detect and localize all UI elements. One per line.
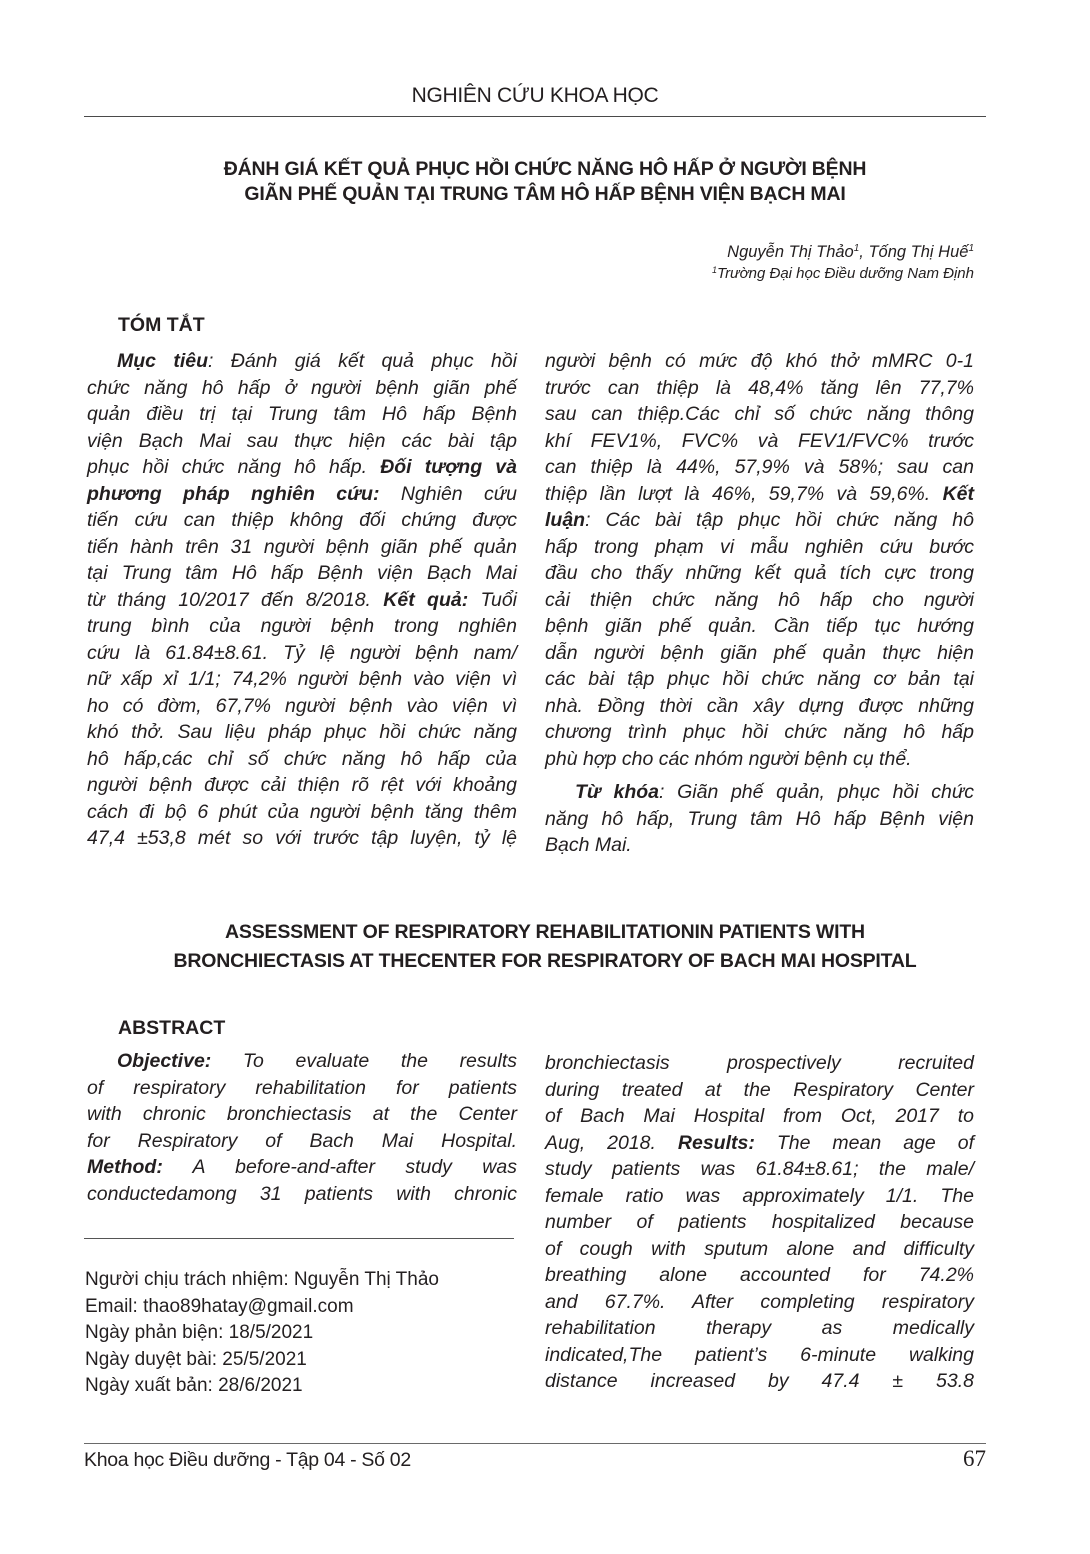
text-line — [87, 454, 517, 481]
bold-label: Results: — [677, 1131, 755, 1154]
line-text: tại Trung tâm Hô hấp Bệnh viện Bạch Mai — [87, 562, 517, 584]
text-line — [545, 1289, 974, 1316]
line-text: hấp trong phạm vi mẫu nghiên cứu bước — [545, 535, 974, 558]
line-text: To evaluate the results — [211, 1050, 517, 1072]
text-line — [545, 693, 974, 720]
abstract-heading: ABSTRACT — [118, 1017, 226, 1039]
text-line — [87, 481, 517, 508]
text-line — [87, 560, 517, 587]
text-line — [545, 560, 974, 587]
author-name: Tống Thị Huế — [868, 243, 969, 261]
text-line — [545, 1315, 974, 1342]
line-text: study patients was 61.84±8.61; the male/ — [545, 1158, 974, 1180]
correspondence-email: Email: thao89hatay@gmail.com — [85, 1295, 354, 1317]
text-line — [545, 428, 974, 455]
bold-label: Từ khóa — [575, 781, 660, 803]
text-line — [87, 799, 517, 826]
text-line — [87, 666, 517, 693]
correspondence-block — [85, 1267, 439, 1400]
line-text: bronchiectasis prospectively recruited — [545, 1052, 974, 1074]
text-line — [87, 1101, 517, 1128]
line-text: tiến cứu can thiệp không đối chứng được — [87, 509, 517, 531]
text-line — [545, 832, 974, 859]
line-text: of respiratory rehabilitation for patients — [87, 1076, 517, 1099]
line-text: female ratio was approximately 1/1. The — [545, 1184, 974, 1207]
text-line — [87, 1128, 517, 1155]
summary-heading: TÓM TẮT — [118, 314, 205, 336]
text-line — [545, 1209, 974, 1236]
running-head: NGHIÊN CỨU KHOA HỌC — [411, 84, 659, 107]
line-text: hô hấp,các chỉ số chức năng hô hấp của — [87, 747, 517, 770]
line-text: distance increased by 47.4 ± 53.8 — [545, 1370, 974, 1392]
bold-label: Method: — [87, 1156, 163, 1178]
footnote-rule — [84, 1238, 514, 1239]
text-line — [87, 693, 517, 720]
text-line — [545, 719, 974, 746]
title-line: GIÃN PHẾ QUẢN TẠI TRUNG TÂM HÔ HẤP BỆNH VIỆN BẠCH MAI — [244, 183, 846, 205]
text-line — [545, 375, 974, 402]
line-text: cải thiện chức năng hô hấp cho người — [545, 588, 974, 611]
author-name: Nguyễn Thị Thảo — [727, 243, 854, 261]
line-text: : Giãn phế quản, phục hồi chức — [659, 781, 974, 803]
journal-info: Khoa học Điều dưỡng - Tập 04 - Số 02 — [84, 1449, 411, 1471]
line-text: Tuổi — [468, 588, 517, 611]
author-affil-sup: 1 — [968, 243, 974, 254]
line-text: breathing alone accounted for 74.2% — [545, 1264, 974, 1286]
text-line — [87, 640, 517, 667]
line-text: tiến hành trên 31 người bệnh giãn phế quản — [87, 535, 517, 558]
line-text: năng hô hấp, Trung tâm Hô hấp Bệnh viện — [545, 807, 974, 830]
line-text: từ tháng 10/2017 đến 8/2018. — [87, 588, 384, 611]
text-line — [545, 1130, 974, 1157]
line-text: nữ xấp xỉ 1/1; 74,2% người bệnh vào viện vì — [87, 668, 517, 690]
author-affil-sup: 1 — [853, 243, 860, 254]
text-line — [545, 1262, 974, 1289]
line-text: : Các bài tập phục hồi chức năng hô — [585, 509, 974, 531]
text-line — [87, 772, 517, 799]
line-text: for Respiratory of Bach Mai Hospital. — [87, 1129, 517, 1152]
line-text: nhà. Đồng thời cần xây dựng được những — [545, 694, 974, 717]
line-text: người bệnh có mức độ khó thở mMRC 0-1 — [545, 350, 974, 372]
text-line — [545, 587, 974, 614]
text-line — [545, 481, 974, 508]
line-text: Nghiên cứu — [379, 482, 517, 505]
bold-label: luận — [545, 509, 586, 531]
review-date: Ngày phản biện: 18/5/2021 — [85, 1322, 314, 1343]
page-number: 67 — [963, 1446, 986, 1471]
line-text: sau can thiệp.Các chỉ số chức năng thông — [545, 403, 974, 425]
line-text: A before-and-after study was — [162, 1156, 517, 1178]
text-line — [545, 1342, 974, 1369]
article-title-vi — [0, 157, 1090, 207]
text-line — [87, 1181, 517, 1208]
line-text: trước can thiệp là 48,4% tăng lên 77,7% — [545, 376, 974, 399]
line-text: chương trình phục hồi chức năng hô hấp — [545, 721, 974, 743]
affiliation — [712, 265, 974, 282]
line-text: thiệp lần lượt là 46%, 59,7% và 59,6%. — [545, 482, 943, 505]
text-line — [87, 428, 517, 455]
bold-label: Đối tượng và — [380, 456, 517, 478]
line-text: can thiệp là 44%, 57,9% và 58%; sau can — [545, 456, 974, 478]
title-line: ĐÁNH GIÁ KẾT QUẢ PHỤC HỒI CHỨC NĂNG HÔ HẤP Ở NGƯỜI BỆNH — [223, 158, 867, 180]
text-line — [87, 719, 517, 746]
bold-label: Objective: — [117, 1050, 212, 1072]
text-line — [545, 1368, 974, 1395]
text-line — [545, 1077, 974, 1104]
text-line — [545, 1236, 974, 1263]
text-line — [87, 348, 517, 375]
header-rule — [84, 116, 986, 117]
keywords — [545, 779, 974, 859]
article-title-en — [0, 918, 1090, 976]
line-text: : Đánh giá kết quả phục hồi — [208, 350, 517, 372]
text-line — [545, 1050, 974, 1077]
line-text: number of patients hospitalized because — [545, 1211, 974, 1233]
line-text: rehabilitation therapy as medically — [545, 1317, 974, 1339]
text-line — [545, 507, 974, 534]
line-text: cách đi bộ 6 phút của người bệnh tăng thêm — [87, 800, 517, 823]
text-line — [545, 1156, 974, 1183]
line-text: khó thở. Sau liệu pháp phục hồi chức năng — [87, 721, 517, 743]
line-text: cứu là 61.84±8.61. Tỷ lệ người bệnh nam/ — [87, 641, 517, 664]
summary-right-column — [545, 348, 974, 772]
text-line — [545, 454, 974, 481]
text-line — [545, 613, 974, 640]
line-text: bệnh giãn phế quản. Cần tiếp tục hướng — [545, 615, 974, 637]
text-line — [545, 806, 974, 833]
text-line — [87, 401, 517, 428]
line-text: of cough with sputum alone and difficulty — [545, 1237, 974, 1260]
author-separator: , — [859, 243, 869, 261]
text-line — [545, 640, 974, 667]
line-text: khí FEV1%, FVC% và FEV1/FVC% trước — [545, 429, 974, 452]
line-text: ho có đờm, 67,7% người bệnh vào viện vì — [87, 694, 517, 717]
line-text: phục hồi chức năng hô hấp. — [87, 456, 381, 478]
affiliation-sup: 1 — [712, 265, 718, 275]
text-line — [87, 507, 517, 534]
line-text: 47,4 ±53,8 mét so với trước tập luyện, tỷ lệ — [87, 827, 517, 849]
line-text: conductedamong 31 patients with chronic — [87, 1182, 517, 1205]
affiliation-name: Trường Đại học Điều dưỡng Nam Định — [717, 265, 974, 282]
bold-label: Kết — [942, 482, 974, 505]
text-line — [545, 401, 974, 428]
line-text: with chronic bronchiectasis at the Center — [87, 1103, 517, 1125]
text-line — [545, 666, 974, 693]
footer-rule — [84, 1443, 986, 1444]
text-line — [87, 825, 517, 852]
text-line — [87, 1048, 517, 1075]
line-text: các bài tập phục hồi chức năng cơ bản tại — [545, 668, 974, 690]
line-text: chức năng hô hấp ở người bệnh giãn phế — [87, 376, 517, 399]
text-line — [87, 613, 517, 640]
line-text: phù hợp cho các nhóm người bệnh cụ thể. — [545, 747, 912, 770]
publication-date: Ngày xuất bản: 28/6/2021 — [85, 1375, 303, 1396]
line-text: The mean age of — [754, 1131, 974, 1154]
text-line — [87, 375, 517, 402]
line-text: dẫn người bệnh giãn phế quản thực hiện — [545, 641, 974, 664]
line-text: indicated,The patient’s 6-minute walking — [545, 1343, 974, 1366]
authors — [727, 238, 974, 263]
text-line — [545, 1183, 974, 1210]
bold-label: Kết quả: — [383, 588, 469, 611]
text-line — [87, 746, 517, 773]
line-text: người bệnh được cải thiện rõ rệt với khoảng — [87, 774, 517, 796]
text-line — [87, 1075, 517, 1102]
line-text: during treated at the Respiratory Center — [545, 1078, 974, 1101]
abstract-left-column — [87, 1048, 517, 1207]
text-line — [87, 587, 517, 614]
approval-date: Ngày duyệt bài: 25/5/2021 — [85, 1348, 307, 1370]
text-line — [87, 1154, 517, 1181]
title-en-line: BRONCHIECTASIS AT THECENTER FOR RESPIRATORY OF BACH MAI HOSPITAL — [173, 950, 917, 972]
line-text: of Bach Mai Hospital from Oct, 2017 to — [545, 1105, 974, 1127]
line-text: Bạch Mai. — [545, 834, 632, 856]
text-line — [545, 534, 974, 561]
text-line — [545, 779, 974, 806]
summary-left-column — [87, 348, 517, 852]
line-text: đầu cho thấy những kết quả tích cực trong — [545, 562, 974, 584]
text-line — [545, 348, 974, 375]
line-text: quản điều trị tại Trung tâm Hô hấp Bệnh — [87, 403, 517, 425]
correspondence-author: Người chịu trách nhiệm: Nguyễn Thị Thảo — [85, 1269, 439, 1290]
line-text: viện Bạch Mai sau thực hiện các bài tập — [87, 429, 517, 452]
line-text: and 67.7%. After completing respiratory — [545, 1290, 974, 1313]
text-line — [545, 1103, 974, 1130]
line-text: trung bình của người bệnh trong nghiên — [87, 615, 517, 637]
title-en-line: ASSESSMENT OF RESPIRATORY REHABILITATIONIN PATIENTS WITH — [225, 921, 865, 943]
bold-label: phương pháp nghiên cứu: — [87, 482, 380, 505]
line-text: Aug, 2018. — [545, 1131, 678, 1154]
text-line — [87, 534, 517, 561]
bold-label: Mục tiêu — [117, 350, 209, 372]
text-line — [545, 746, 974, 773]
abstract-right-column — [545, 1050, 974, 1395]
